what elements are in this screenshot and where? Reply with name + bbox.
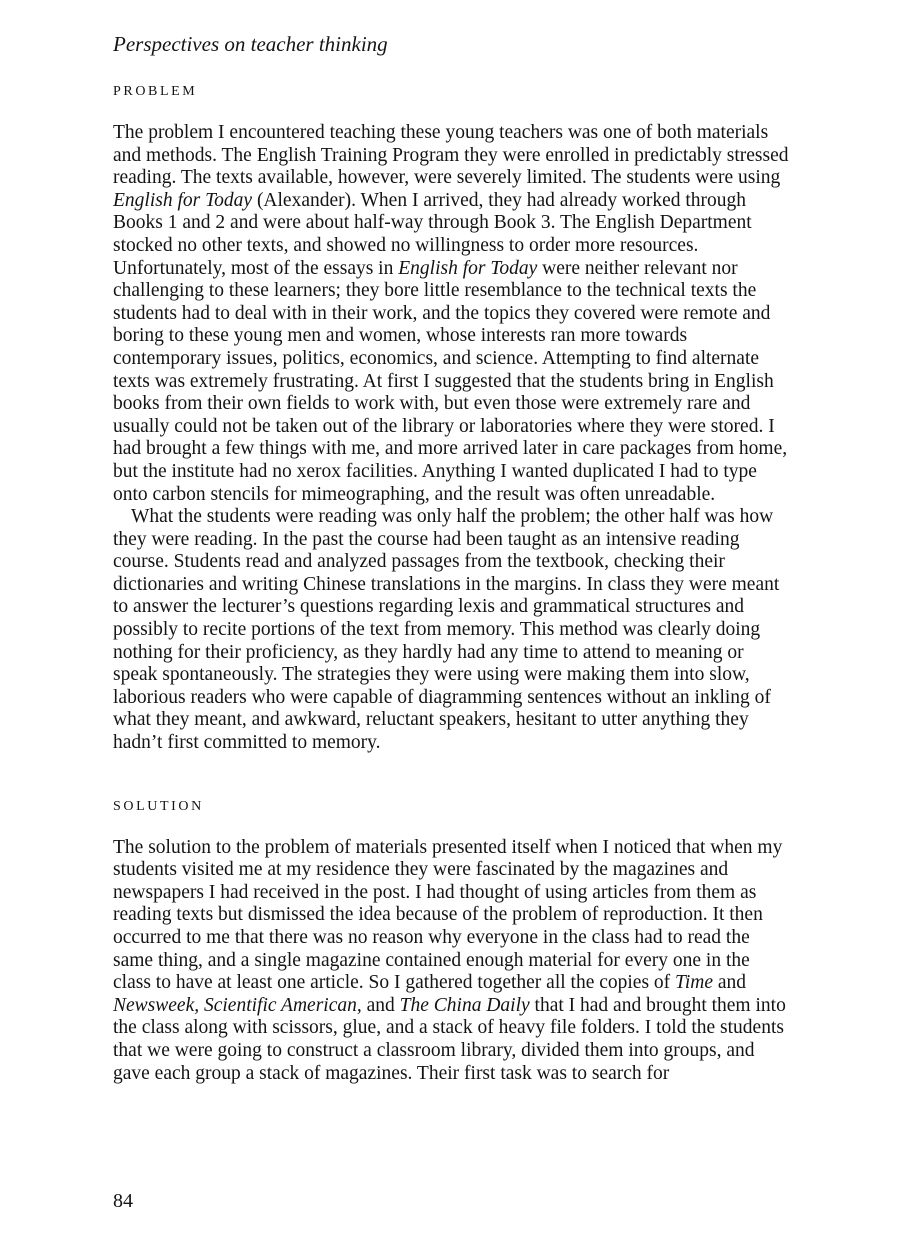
running-head: Perspectives on teacher thinking [113, 32, 388, 56]
problem-paragraph-1: The problem I encountered teaching these young teachers was one of both materials and methods. The English Training Program they were enrolled in predictably stressed reading. The texts available, however, were severely limited. The students were using English for Today (Alexander). When I arrived, they had already worked through Books 1 and 2 and were about half-way through Book 3. The English Department stocked no other texts, and showed no willingness to order more resources. Unfortunately, most of the essays in English for Today were neither relevant nor challenging to these learners; they bore little resemblance to the technical texts the students had to deal with in their work, and the topics they covered were remote and boring to these young men and women, whose interests ran more towards contemporary issues, politics, economics, and science. Attempting to find alternate texts was extremely frustrating. At first I suggested that the students bring in English books from their own fields to work with, but even those were extremely rare and usually could not be taken out of the library or laboratories where they were stored. I had brought a few things with me, and more arrived later in care packages from home, but the institute had no xerox facilities. Anything I wanted duplicated I had to type onto carbon stencils for mimeographing, and the result was often unreadable. [113, 122, 789, 505]
section-heading-problem: PROBLEM [113, 84, 198, 99]
section-heading-solution: SOLUTION [113, 798, 204, 814]
italic-title: English for Today [398, 257, 538, 279]
solution-paragraph-1: The solution to the problem of materials presented itself when I noticed that when my students visited me at my residence they were fascinated by the magazines and newspapers I had received in the post. I had thought of using articles from them as reading texts but dismissed the idea because of the problem of reproduction. It then occurred to me that there was no reason why everyone in the class had to read the same thing, and a single magazine contained enough material for every one in the class to have at least one article. So I gathered together all the copies of Time and Newsweek, Scientific American, and The China Daily that I had and brought them into the class along with scissors, glue, and a stack of heavy file folders. I told the students that we were going to construct a classroom library, divided them into groups, and gave each group a stack of magazines. Their first task was to search for [113, 836, 786, 1084]
italic-title: Time [675, 972, 713, 994]
italic-title: English for Today [113, 189, 253, 211]
problem-paragraph-2: What the students were reading was only half the problem; the other half was how they were reading. In the past the course had been taught as an intensive reading course. Students read and analyzed passages from the textbook, checking their dictionaries and writing Chinese translations in the margins. In class they were meant to answer the lecturer’s questions regarding lexis and grammatical structures and possibly to recite portions of the text from memory. This method was clearly doing nothing for their proficiency, as they hardly had any time to attend to meaning or speak spontaneously. The strategies they were using were making them into slow, laborious readers who were capable of diagramming sentences without an inkling of what they meant, and awkward, reluctant speakers, hesitant to utter anything they hadn’t first committed to memory. [113, 506, 780, 754]
page-body [113, 28, 791, 1085]
italic-title: Newsweek, Scientific American, [113, 994, 362, 1016]
italic-title: The China Daily [399, 994, 530, 1016]
page-number: 84 [113, 1190, 133, 1212]
